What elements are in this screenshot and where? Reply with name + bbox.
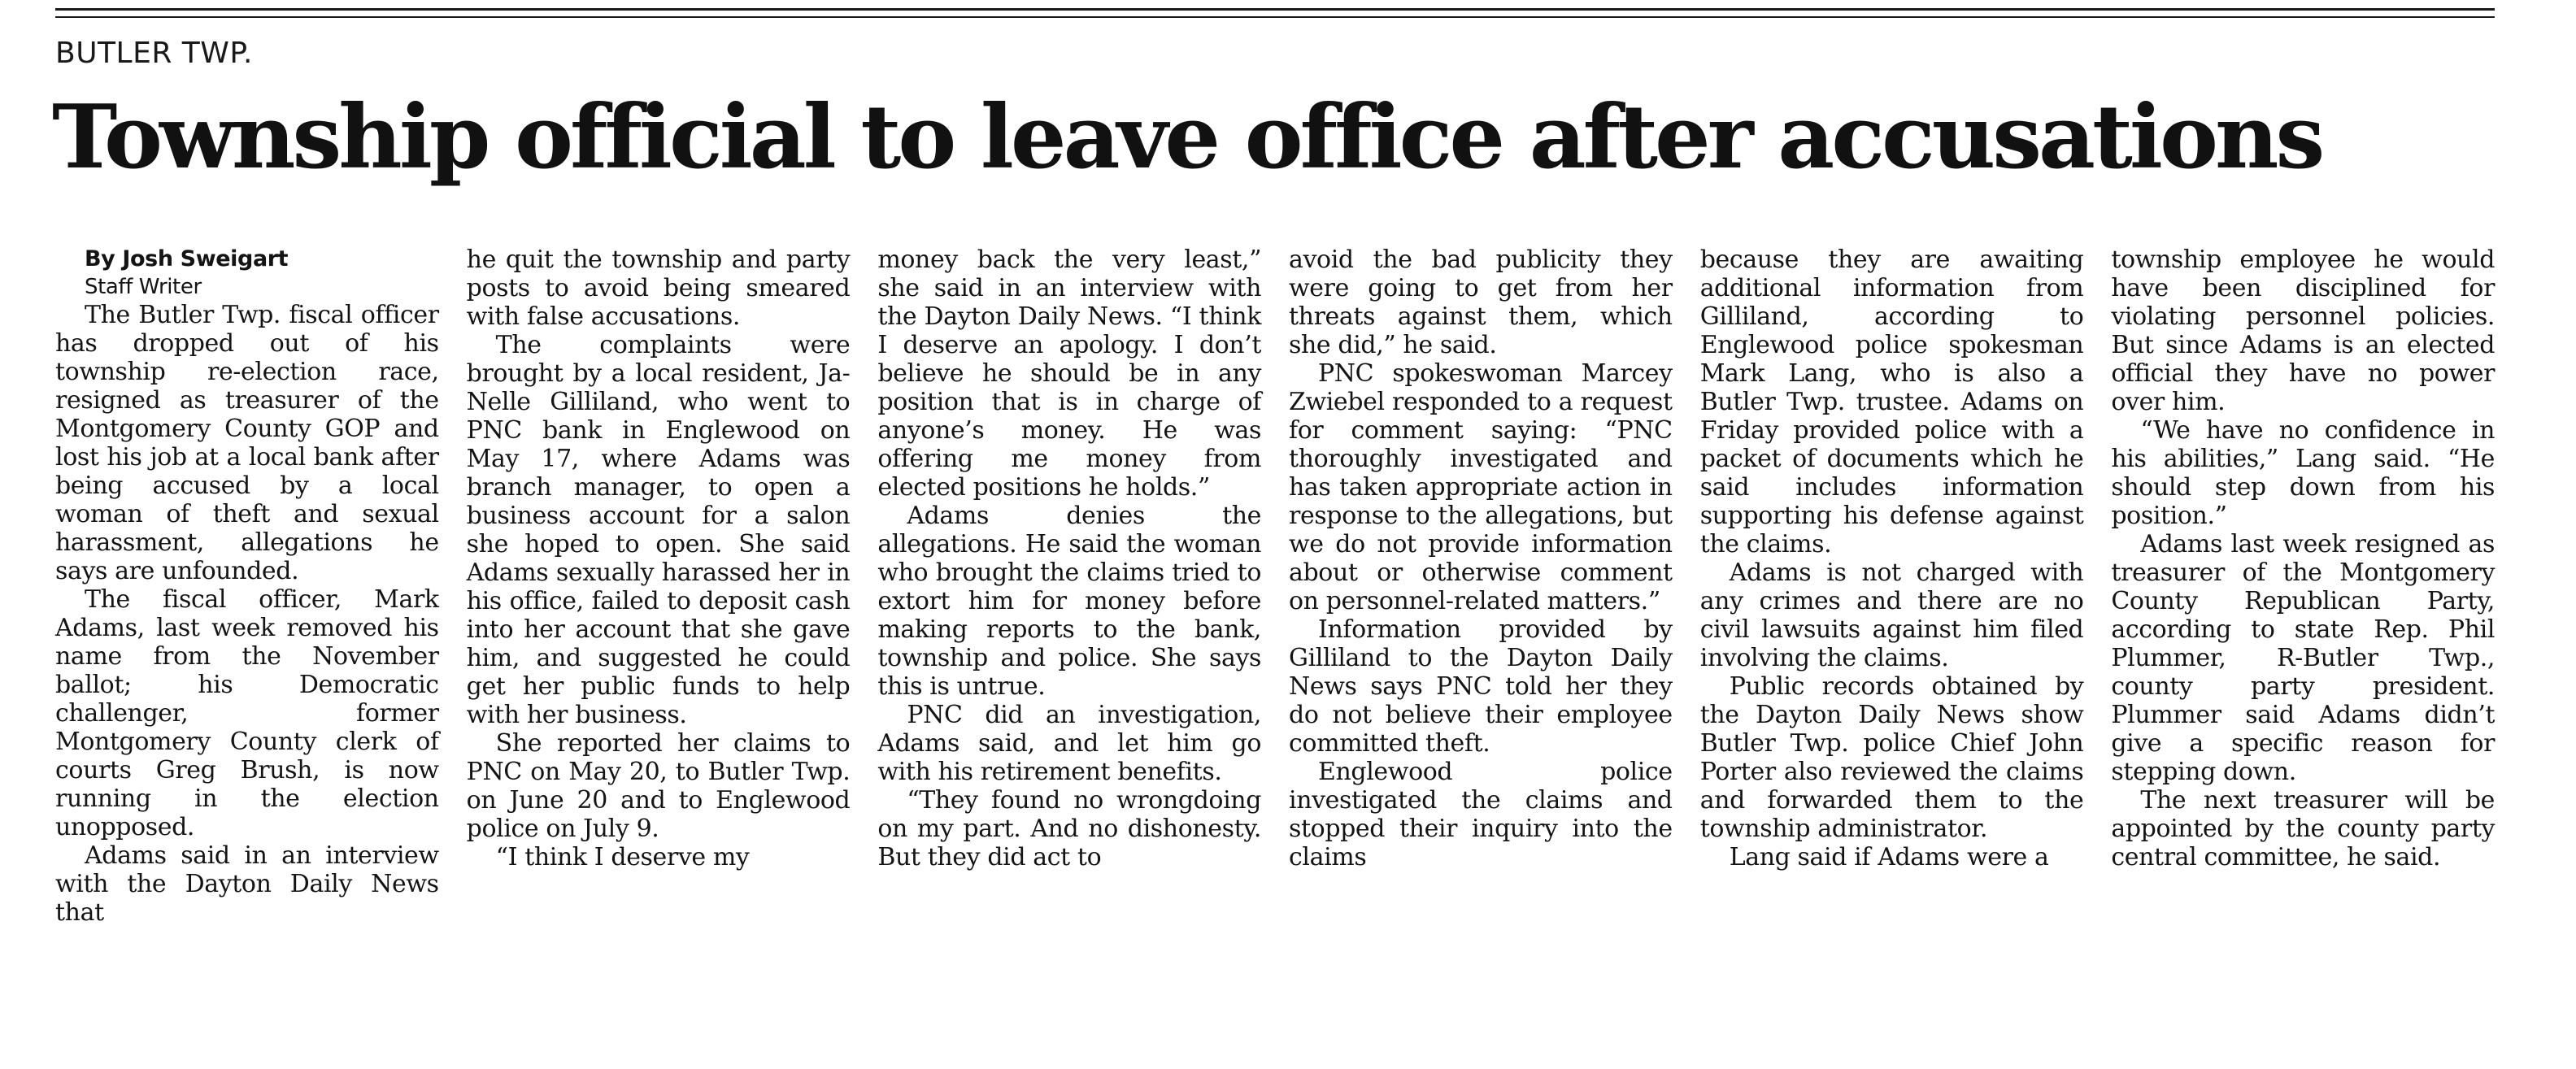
paragraph: The complaints were brought by a local resident, Ja-Nelle Gilliland, who went to PNC bank in Englewood on May 17, where Adams was branch manager, to open a business account for a salon she hoped to open. She said Adams sexually harassed her in his office, failed to deposit cash into her account that she gave him, and suggested he could get her public funds to help with her business.	[466, 331, 851, 729]
paragraph-continued: avoid the bad publicity they were going to get from her threats against them, which she did,” he said.	[1289, 246, 1673, 359]
paragraph: “We have no confidence in his abilities,” Lang said. “He should step down from his position.”	[2111, 416, 2496, 530]
paragraph: Englewood police investigated the claims and stopped their inquiry into the claims	[1289, 758, 1673, 871]
article-headline: Township official to leave office after accusations	[52, 86, 2322, 189]
paragraph: She reported her claims to PNC on May 20, to Butler Twp. on June 20 and to Englewood police on July 9.	[466, 729, 851, 843]
paragraph: PNC did an investigation, Adams said, and let him go with his retirement benefits.	[877, 701, 1262, 786]
article-column-5	[1700, 246, 2084, 1058]
top-rule	[55, 8, 2495, 11]
paragraph: Adams denies the allegations. He said the woman who brought the claims tried to extort him for money before making reports to the bank, township and police. She says this is untrue.	[877, 502, 1262, 701]
paragraph-continued: because they are awaiting additional information from Gilliland, according to Englewood police spokesman Mark Lang, who is also a Butler Twp. trustee. Adams on Friday provided police with a packet of documents which he said includes information supporting his defense against the claims.	[1699, 246, 2084, 558]
paragraph: Adams is not charged with any crimes and there are no civil lawsuits against him filed involving the claims.	[1699, 558, 2084, 672]
paragraph: Information provided by Gilliland to the Dayton Daily News says PNC told her they do not believe their employee committed theft.	[1289, 615, 1673, 758]
paragraph: The Butler Twp. fiscal officer has dropped out of his township re-election race, resigned as treasurer of the Montgomery County GOP and lost his job at a local bank after being accused by a local woman of theft and sexual harassment, allegations he says are unfounded.	[55, 301, 439, 585]
section-kicker: BUTLER TWP.	[55, 37, 253, 70]
article-column-2	[467, 246, 851, 1058]
paragraph: Adams said in an interview with the Dayton Daily News that	[55, 841, 439, 927]
paragraph: The fiscal officer, Mark Adams, last week removed his name from the November ballot; his Democratic challenger, former Montgomery County clerk of courts Greg Brush, is now running in the election unopposed.	[55, 585, 439, 841]
paragraph: Adams last week resigned as treasurer of the Montgomery County Republican Party, according to state Rep. Phil Plummer, R-Butler Twp., county party president. Plummer said Adams didn’t give a specific reason for stepping down.	[2111, 530, 2496, 786]
paragraph: Public records obtained by the Dayton Daily News show Butler Twp. police Chief John Porter also reviewed the claims and forwarded them to the township administrator.	[1699, 672, 2084, 843]
paragraph-continued: township employee he would have been disciplined for violating personnel policies. But since Adams is an elected official they have no power over him.	[2111, 246, 2496, 416]
article-column-3	[877, 246, 1261, 1058]
article-column-6	[2111, 246, 2495, 1058]
article-column-1	[55, 246, 439, 1058]
paragraph: Lang said if Adams were a	[1729, 843, 2049, 871]
byline-title: Staff Writer	[85, 275, 202, 299]
paragraph-continued: he quit the township and party posts to avoid being smeared with false accusations.	[466, 246, 851, 331]
paragraph: “They found no wrongdoing on my part. And no dishonesty. But they did act to	[877, 786, 1262, 871]
top-rule-secondary	[55, 16, 2495, 18]
paragraph: PNC spokeswoman Marcey Zwiebel responded to a request for comment saying: “PNC thoroughly investigated and has taken appropriate action in response to the allegations, but we do not provide information about or otherwise comment on personnel-related matters.”	[1289, 359, 1673, 615]
byline-author: By Josh Sweigart	[85, 246, 289, 272]
article-body	[55, 246, 2495, 1058]
paragraph-continued: money back the very least,” she said in an interview with the Dayton Daily News. “I think I deserve an apology. I don’t believe he should be in any position that is in charge of anyone’s money. He was offering me money from elected positions he holds.”	[877, 246, 1262, 502]
paragraph: “I think I deserve my	[495, 843, 750, 871]
article-column-4	[1289, 246, 1673, 1058]
paragraph: The next treasurer will be appointed by the county party central committee, he said.	[2111, 786, 2496, 871]
